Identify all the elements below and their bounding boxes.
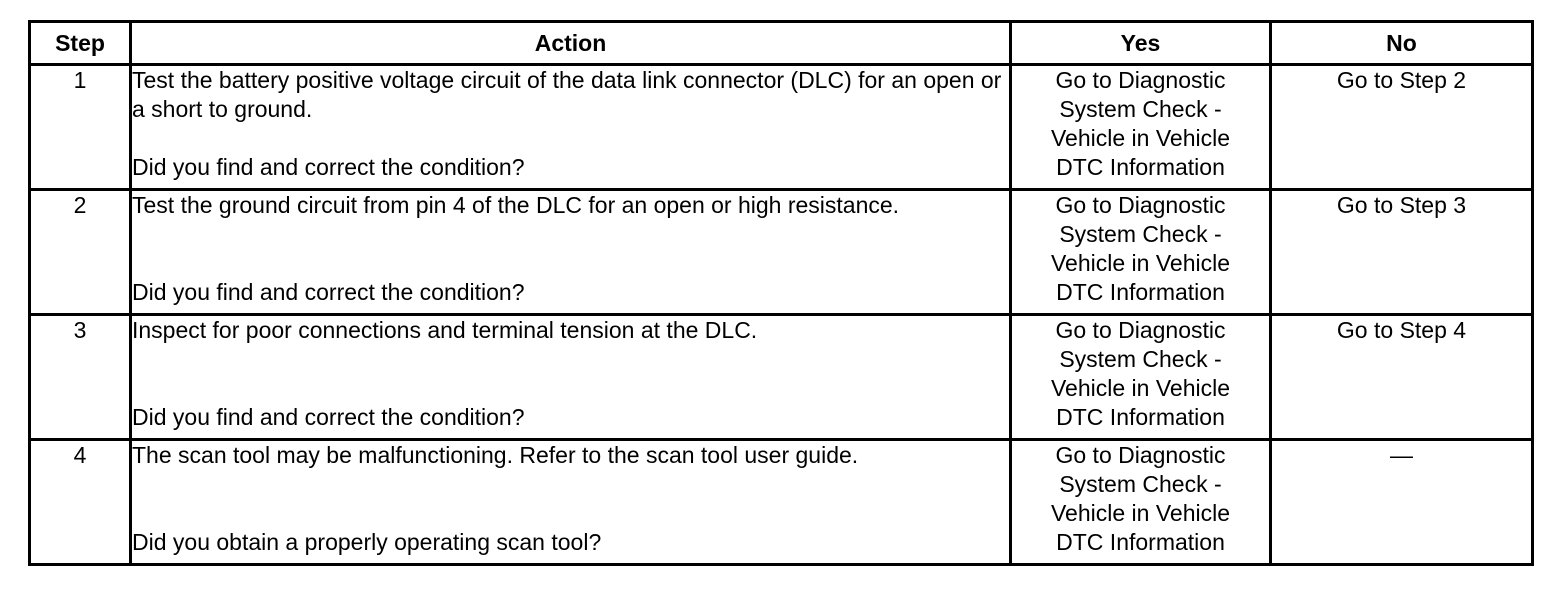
yes-result: Go to Diagnostic System Check - Vehicle in Vehicle DTC Information [1050,442,1230,555]
header-yes: Yes [1011,22,1271,65]
action-cell [131,65,1011,190]
header-action: Action [131,22,1011,65]
table-row [30,190,1533,315]
step-number: 1 [30,65,131,190]
no-result: Go to Step 3 [1271,190,1533,315]
table-row [30,65,1533,190]
yes-result: Go to Diagnostic System Check - Vehicle in Vehicle DTC Information [1050,192,1230,305]
step-number: 3 [30,315,131,440]
action-instruction: Test the battery positive voltage circuit of the data link connector (DLC) for an open or a short to ground. [132,67,1002,122]
action-question: Did you find and correct the condition? [132,404,525,430]
action-question: Did you find and correct the condition? [132,279,525,305]
yes-cell [1011,190,1271,315]
no-result: Go to Step 2 [1271,65,1533,190]
table-row [30,440,1533,565]
action-instruction: Test the ground circuit from pin 4 of the DLC for an open or high resistance. [132,192,900,218]
yes-cell [1011,65,1271,190]
yes-cell [1011,440,1271,565]
action-cell [131,190,1011,315]
header-step: Step [30,22,131,65]
diagnostic-table [28,20,1534,566]
header-row [30,22,1533,65]
action-question: Did you obtain a properly operating scan tool? [132,529,602,555]
yes-result: Go to Diagnostic System Check - Vehicle in Vehicle DTC Information [1050,317,1230,430]
yes-result: Go to Diagnostic System Check - Vehicle in Vehicle DTC Information [1050,67,1230,180]
yes-cell [1011,315,1271,440]
step-number: 4 [30,440,131,565]
action-cell [131,315,1011,440]
action-question: Did you find and correct the condition? [132,154,525,180]
no-result: Go to Step 4 [1271,315,1533,440]
header-no: No [1271,22,1533,65]
action-instruction: Inspect for poor connections and terminal tension at the DLC. [132,317,758,343]
step-number: 2 [30,190,131,315]
no-result: — [1271,440,1533,565]
action-cell [131,440,1011,565]
table-row [30,315,1533,440]
action-instruction: The scan tool may be malfunctioning. Refer to the scan tool user guide. [132,442,859,468]
